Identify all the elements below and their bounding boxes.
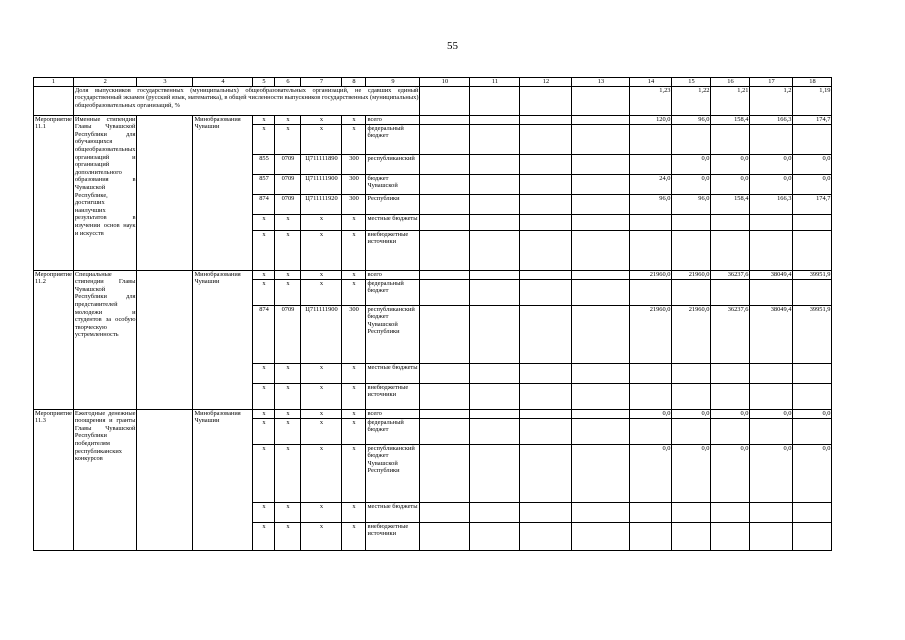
measure-label: Мероприятие 11.2 (34, 270, 74, 409)
code-target: x (301, 214, 342, 230)
funding-source: местные бюджеты (366, 363, 420, 383)
value-cell (630, 154, 672, 174)
value-cell: 166,3 (750, 115, 793, 124)
empty-cell (520, 383, 572, 409)
empty-cell (572, 214, 630, 230)
value-cell (793, 418, 832, 444)
header-cell: 12 (520, 78, 572, 87)
value-cell: 21960,0 (672, 270, 711, 279)
value-cell: 0,0 (711, 444, 750, 502)
empty-cell (420, 115, 470, 124)
funding-source: местные бюджеты (366, 214, 420, 230)
table-row (34, 270, 832, 279)
code-section: x (275, 409, 301, 418)
code-expense: 300 (342, 305, 366, 363)
code-expense: x (342, 409, 366, 418)
empty-cell (420, 522, 470, 550)
empty-cell (572, 522, 630, 550)
header-cell: 6 (275, 78, 301, 87)
value-cell (750, 124, 793, 154)
code-expense: x (342, 444, 366, 502)
value-cell (793, 502, 832, 522)
value-cell: 158,4 (711, 194, 750, 214)
header-cell: 15 (672, 78, 711, 87)
value-cell: 38049,4 (750, 270, 793, 279)
code-grbs: x (253, 409, 275, 418)
empty-cell (470, 230, 520, 270)
empty-cell (520, 154, 572, 174)
value-cell: 0,0 (630, 444, 672, 502)
empty-cell (572, 115, 630, 124)
value-cell: 36237,6 (711, 305, 750, 363)
value-cell: 96,0 (672, 194, 711, 214)
empty-cell (572, 270, 630, 279)
funding-source: бюджет Чувашской (366, 174, 420, 194)
value-cell: 0,0 (711, 174, 750, 194)
header-cell: 10 (420, 78, 470, 87)
code-section: x (275, 522, 301, 550)
value-cell: 166,3 (750, 194, 793, 214)
value-cell: 36237,6 (711, 270, 750, 279)
empty-cell (572, 279, 630, 305)
value-cell (793, 383, 832, 409)
funding-source: Республики (366, 194, 420, 214)
empty-cell (520, 174, 572, 194)
code-section: 0709 (275, 174, 301, 194)
code-target: Ц711111890 (301, 154, 342, 174)
value-cell: 0,0 (630, 409, 672, 418)
empty-cell (520, 502, 572, 522)
value-cell (711, 502, 750, 522)
empty-cell (520, 214, 572, 230)
code-grbs: 874 (253, 194, 275, 214)
value-cell (750, 214, 793, 230)
indicator-value: 1,2 (750, 86, 793, 115)
header-row (34, 78, 832, 87)
code-expense: x (342, 124, 366, 154)
empty-cell (572, 383, 630, 409)
value-cell (672, 418, 711, 444)
value-cell (793, 124, 832, 154)
empty-cell (470, 502, 520, 522)
value-cell (711, 279, 750, 305)
code-target: x (301, 230, 342, 270)
value-cell (793, 230, 832, 270)
code-grbs: x (253, 279, 275, 305)
value-cell (672, 522, 711, 550)
funding-source: республиканский (366, 154, 420, 174)
empty-cell (470, 194, 520, 214)
code-section: x (275, 124, 301, 154)
empty-cell (470, 409, 520, 418)
value-cell: 39951,9 (793, 270, 832, 279)
empty-cell (420, 409, 470, 418)
code-target: x (301, 124, 342, 154)
code-grbs: x (253, 115, 275, 124)
funding-source: внебюджетные источники (366, 522, 420, 550)
funding-source: всего (366, 270, 420, 279)
header-cell: 4 (193, 78, 253, 87)
code-section: 0709 (275, 305, 301, 363)
code-section: 0709 (275, 154, 301, 174)
code-section: x (275, 444, 301, 502)
measure-name: Специальные стипендии Главы Чувашской Республики для представителей молодежи и студентов за особую творческую устремленность (73, 270, 137, 409)
indicator-value: 1,23 (630, 86, 672, 115)
code-expense: x (342, 522, 366, 550)
value-cell: 0,0 (750, 409, 793, 418)
code-target: x (301, 383, 342, 409)
value-cell (630, 279, 672, 305)
empty-cell (572, 124, 630, 154)
value-cell: 96,0 (630, 194, 672, 214)
code-expense: 300 (342, 174, 366, 194)
empty-cell (520, 305, 572, 363)
code-grbs: x (253, 363, 275, 383)
empty-cell (520, 115, 572, 124)
empty-cell (520, 194, 572, 214)
value-cell (672, 502, 711, 522)
code-section: 0709 (275, 194, 301, 214)
value-cell (750, 279, 793, 305)
value-cell (711, 230, 750, 270)
code-target: x (301, 409, 342, 418)
code-target: x (301, 502, 342, 522)
value-cell (630, 230, 672, 270)
empty-cell (520, 270, 572, 279)
funding-source: республиканский бюджет Чувашской Республики (366, 305, 420, 363)
code-target: Ц711111900 (301, 305, 342, 363)
value-cell: 96,0 (672, 115, 711, 124)
indicator-value: 1,22 (672, 86, 711, 115)
code-expense: x (342, 270, 366, 279)
code-grbs: 874 (253, 305, 275, 363)
code-target: x (301, 522, 342, 550)
empty-cell (420, 418, 470, 444)
value-cell: 0,0 (750, 154, 793, 174)
code-expense: x (342, 214, 366, 230)
code-grbs: 857 (253, 174, 275, 194)
value-cell: 158,4 (711, 115, 750, 124)
code-grbs: x (253, 214, 275, 230)
value-cell (711, 124, 750, 154)
header-cell: 17 (750, 78, 793, 87)
empty-cell (470, 154, 520, 174)
empty-cell (572, 444, 630, 502)
value-cell: 21960,0 (630, 305, 672, 363)
indicator-value: 1,19 (793, 86, 832, 115)
empty-cell (572, 363, 630, 383)
header-cell: 1 (34, 78, 74, 87)
measure-executor: Минобразования Чувашии (193, 115, 253, 270)
code-expense: x (342, 418, 366, 444)
empty-cell (420, 305, 470, 363)
code-section: x (275, 383, 301, 409)
code-expense: x (342, 115, 366, 124)
funding-source: местные бюджеты (366, 502, 420, 522)
empty-cell (572, 418, 630, 444)
empty-cell (572, 230, 630, 270)
code-target: Ц711111900 (301, 174, 342, 194)
header-cell: 9 (366, 78, 420, 87)
funding-source: республиканский бюджет Чувашской Республики (366, 444, 420, 502)
empty-cell (470, 363, 520, 383)
value-cell (750, 502, 793, 522)
code-target: x (301, 270, 342, 279)
header-cell: 5 (253, 78, 275, 87)
value-cell (750, 418, 793, 444)
value-cell (672, 363, 711, 383)
value-cell: 0,0 (750, 174, 793, 194)
value-cell (672, 279, 711, 305)
code-grbs: 855 (253, 154, 275, 174)
measure-name: Ежегодные денежные поощрения и гранты Главы Чувашской Республики победителям республиканских конкурсов (73, 409, 137, 550)
code-target: x (301, 363, 342, 383)
header-cell: 14 (630, 78, 672, 87)
funding-source: внебюджетные источники (366, 383, 420, 409)
value-cell (711, 383, 750, 409)
value-cell: 0,0 (711, 409, 750, 418)
empty-cell (520, 522, 572, 550)
value-cell: 38049,4 (750, 305, 793, 363)
code-section: x (275, 418, 301, 444)
empty-cell (520, 409, 572, 418)
value-cell: 0,0 (672, 174, 711, 194)
funding-source: федеральный бюджет (366, 124, 420, 154)
indicator-text: Доля выпускников государственных (муниципальных) общеобразовательных организаций, не сдавших единый государственный экзамен (русский язык, математика), в общей численности выпускников государственных (муниципальных) общеобразовательных организаций, % (73, 86, 420, 115)
empty-cell (470, 305, 520, 363)
empty-cell (572, 409, 630, 418)
value-cell (630, 502, 672, 522)
code-expense: x (342, 383, 366, 409)
code-expense: x (342, 363, 366, 383)
code-section: x (275, 363, 301, 383)
code-target: x (301, 444, 342, 502)
code-grbs: x (253, 502, 275, 522)
value-cell: 21960,0 (630, 270, 672, 279)
code-expense: 300 (342, 154, 366, 174)
empty-cell (470, 270, 520, 279)
code-target: x (301, 279, 342, 305)
value-cell (711, 363, 750, 383)
value-cell (793, 522, 832, 550)
value-cell: 0,0 (711, 154, 750, 174)
empty-cell (520, 124, 572, 154)
funding-source: федеральный бюджет (366, 418, 420, 444)
value-cell (711, 418, 750, 444)
page-number: 55 (447, 40, 458, 52)
empty-cell (420, 154, 470, 174)
empty-cell (470, 444, 520, 502)
value-cell (630, 383, 672, 409)
value-cell (630, 363, 672, 383)
empty-cell (572, 154, 630, 174)
value-cell (711, 214, 750, 230)
value-cell (793, 279, 832, 305)
indicator-row (34, 86, 832, 115)
empty-cell (420, 230, 470, 270)
code-expense: x (342, 502, 366, 522)
code-target: x (301, 418, 342, 444)
value-cell (630, 418, 672, 444)
empty-cell (420, 124, 470, 154)
measure-label: Мероприятие 11.1 (34, 115, 74, 270)
code-expense: x (342, 279, 366, 305)
value-cell (672, 124, 711, 154)
value-cell: 0,0 (672, 444, 711, 502)
header-cell: 7 (301, 78, 342, 87)
empty-cell (420, 279, 470, 305)
value-cell (630, 522, 672, 550)
code-expense: x (342, 230, 366, 270)
empty-cell (470, 418, 520, 444)
value-cell (672, 383, 711, 409)
empty-cell (470, 214, 520, 230)
empty-cell (572, 305, 630, 363)
value-cell: 0,0 (793, 409, 832, 418)
value-cell (711, 522, 750, 550)
empty-cell (470, 383, 520, 409)
value-cell: 0,0 (672, 409, 711, 418)
code-section: x (275, 230, 301, 270)
value-cell: 0,0 (793, 154, 832, 174)
funding-source: всего (366, 115, 420, 124)
empty-cell (420, 502, 470, 522)
code-section: x (275, 214, 301, 230)
value-cell: 39951,9 (793, 305, 832, 363)
value-cell: 120,0 (630, 115, 672, 124)
code-grbs: x (253, 444, 275, 502)
empty-cell (420, 174, 470, 194)
value-cell (750, 363, 793, 383)
table-row (34, 115, 832, 124)
value-cell (750, 522, 793, 550)
value-cell (672, 230, 711, 270)
empty-cell (572, 174, 630, 194)
code-target: Ц711111920 (301, 194, 342, 214)
measure-label: Мероприятие 11.3 (34, 409, 74, 550)
empty-cell (520, 444, 572, 502)
header-cell: 18 (793, 78, 832, 87)
indicator-value: 1,21 (711, 86, 750, 115)
value-cell (630, 124, 672, 154)
value-cell (750, 383, 793, 409)
code-section: x (275, 115, 301, 124)
code-expense: 300 (342, 194, 366, 214)
funding-source: федеральный бюджет (366, 279, 420, 305)
value-cell (672, 214, 711, 230)
value-cell: 174,7 (793, 194, 832, 214)
funding-source: внебюджетные источники (366, 230, 420, 270)
value-cell: 0,0 (793, 174, 832, 194)
code-grbs: x (253, 418, 275, 444)
budget-table (33, 77, 832, 551)
header-cell: 16 (711, 78, 750, 87)
empty-cell (572, 502, 630, 522)
value-cell: 0,0 (793, 444, 832, 502)
empty-cell (137, 115, 193, 270)
empty-cell (137, 270, 193, 409)
code-grbs: x (253, 124, 275, 154)
empty-cell (420, 270, 470, 279)
empty-cell (470, 279, 520, 305)
empty-cell (470, 115, 520, 124)
value-cell: 24,0 (630, 174, 672, 194)
empty-cell (420, 383, 470, 409)
code-grbs: x (253, 522, 275, 550)
empty-cell (420, 194, 470, 214)
header-cell: 8 (342, 78, 366, 87)
empty-cell (520, 279, 572, 305)
header-cell: 13 (572, 78, 630, 87)
empty-cell (520, 230, 572, 270)
empty-cell (520, 418, 572, 444)
measure-executor: Минобразования Чувашии (193, 409, 253, 550)
value-cell: 21960,0 (672, 305, 711, 363)
empty-cell (520, 363, 572, 383)
code-target: x (301, 115, 342, 124)
value-cell: 0,0 (750, 444, 793, 502)
code-grbs: x (253, 383, 275, 409)
empty-cell (572, 194, 630, 214)
empty-cell (420, 363, 470, 383)
measure-name: Именные стипендии Главы Чувашской Республики для обучающихся общеобразовательных организаций и организаций дополнительного образования в Чувашской Республике, достигших наилучших результатов в изучении основ наук и искусств (73, 115, 137, 270)
header-cell: 11 (470, 78, 520, 87)
value-cell: 174,7 (793, 115, 832, 124)
measure-executor: Минобразования Чувашии (193, 270, 253, 409)
value-cell (793, 363, 832, 383)
empty-cell (420, 444, 470, 502)
code-section: x (275, 270, 301, 279)
code-grbs: x (253, 230, 275, 270)
value-cell (793, 214, 832, 230)
code-section: x (275, 279, 301, 305)
value-cell: 0,0 (672, 154, 711, 174)
funding-source: всего (366, 409, 420, 418)
empty-cell (420, 214, 470, 230)
empty-cell (470, 522, 520, 550)
header-cell: 2 (73, 78, 137, 87)
value-cell (750, 230, 793, 270)
empty-cell (137, 409, 193, 550)
header-cell: 3 (137, 78, 193, 87)
empty-cell (470, 174, 520, 194)
code-section: x (275, 502, 301, 522)
table-row (34, 409, 832, 418)
empty-cell (470, 124, 520, 154)
value-cell (630, 214, 672, 230)
code-grbs: x (253, 270, 275, 279)
